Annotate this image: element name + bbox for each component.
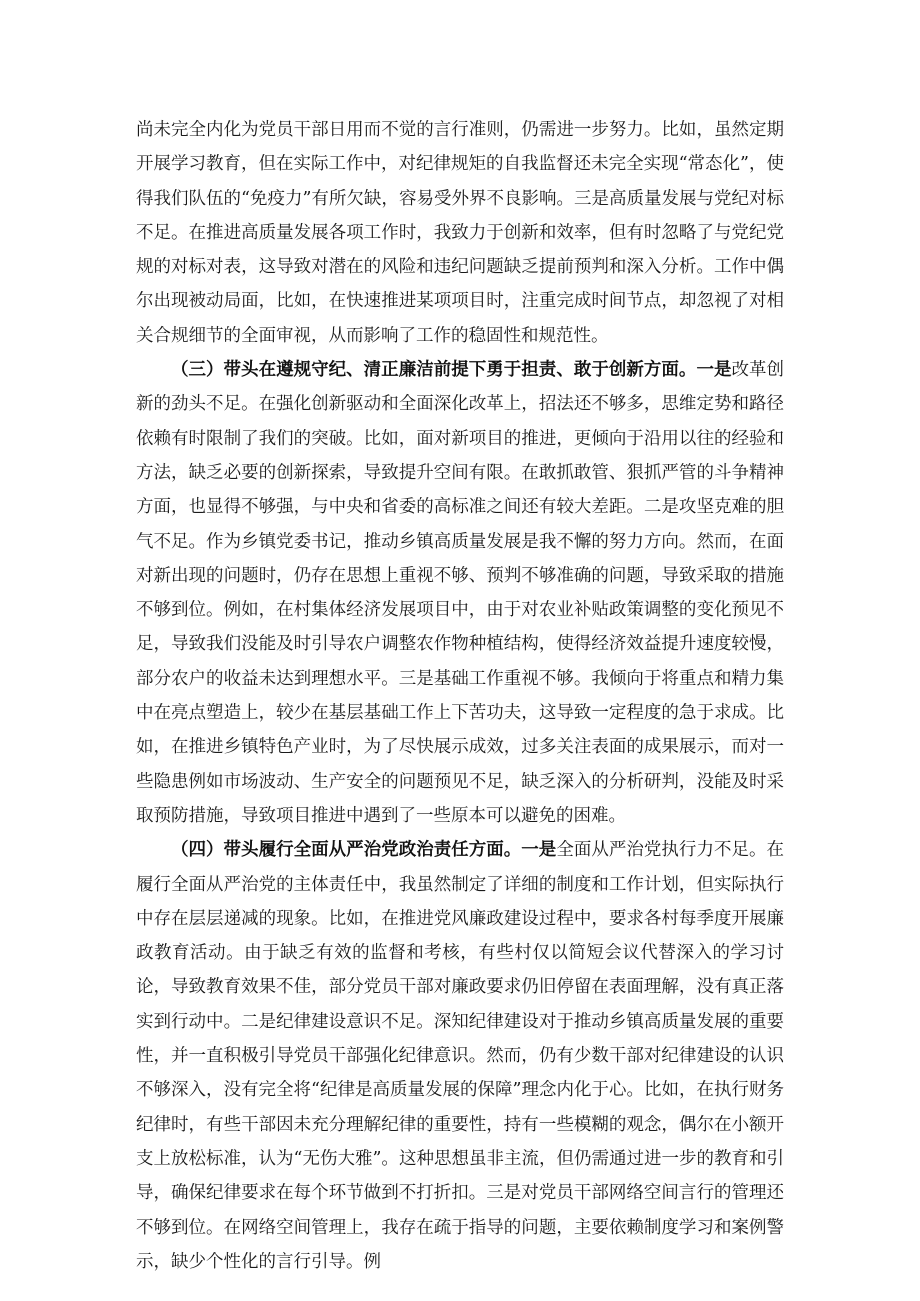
paragraph-text: 全面从严治党执行力不足。在履行全面从严治党的主体责任中，我虽然制定了详细的制度和工作计划，但实际执行中存在层层递减的现象。比如，在推进党风廉政建设过程中，要求各村每季度开展廉政教育活动。由于缺乏有效的监督和考核，有些村仅以简短会议代替深入的学习讨论，导致教育效果不佳，部分党员干部对廉政要求仍旧停留在表面理解，没有真正落实到行动中。二是纪律建设意识不足。深知纪律建设对于推动乡镇高质量发展的重要性，并一直积极引导党员干部强化纪律意识。然而，仍有少数干部对纪律建设的认识不够深入，没有完全将“纪律是高质量发展的保障”理念内化于心。比如，在执行财务纪律时，有些干部因未充分理解纪律的重要性，持有一些模糊的观念，偶尔在小额开支上放松标准，认为“无伤大雅”。这种思想虽非主流，但仍需通过进一步的教育和引导，确保纪律要求在每个环节做到不打折扣。三是对党员干部网络空间言行的管理还不够到位。在网络空间管理上，我存在疏于指导的问题，主要依赖制度学习和案例警示，缺少个性化的言行引导。例 — [136, 840, 785, 1272]
section-heading: （三）带头在遵规守纪、清正廉洁前提下勇于担责、敢于创新方面。 — [171, 360, 697, 381]
paragraph-text: 改革创新的劲头不足。在强化创新驱动和全面深化改革上，招法还不够多，思维定势和路径依赖有时限制了我们的突破。比如，面对新项目的推进，更倾向于沿用以往的经验和方法，缺乏必要的创新探索，导致提升空间有限。在敢抓敢管、狠抓严管的斗争精神方面，也显得不够强，与中央和省委的高标准之间还有较大差距。二是攻坚克难的胆气不足。作为乡镇党委书记，推动乡镇高质量发展是我不懈的努力方向。然而，在面对新出现的问题时，仍存在思想上重视不够、预判不够准确的问题，导致采取的措施不够到位。例如，在村集体经济发展项目中，由于对农业补贴政策调整的变化预见不足，导致我们没能及时引导农户调整农作物种植结构，使得经济效益提升速度较慢，部分农户的收益未达到理想水平。三是基础工作重视不够。我倾向于将重点和精力集中在亮点塑造上，较少在基层基础工作上下苦功夫，这导致一定程度的急于求成。比如，在推进乡镇特色产业时，为了尽快展示成效，过多关注表面的成果展示，而对一些隐患例如市场波动、生产安全的问题预见不足，缺乏深入的分析研判，没能及时采取预防措施，导致项目推进中遇到了一些原本可以避免的困难。 — [136, 360, 785, 826]
paragraph-lead: 一是 — [696, 360, 732, 381]
paragraph-section-three — [136, 353, 784, 833]
document-body — [136, 113, 784, 1279]
paragraph-text: 尚未完全内化为党员干部日用而不觉的言行准则，仍需进一步努力。比如，虽然定期开展学习教育，但在实际工作中，对纪律规矩的自我监督还未完全实现“常态化”，使得我们队伍的“免疫力”有所欠缺，容易受外界不良影响。三是高质量发展与党纪对标不足。在推进高质量发展各项工作时，我致力于创新和效率，但有时忽略了与党纪党规的对标对表，这导致对潜在的风险和违纪问题缺乏提前预判和深入分析。工作中偶尔出现被动局面，比如，在快速推进某项项目时，注重完成时间节点，却忽视了对相关合规细节的全面审视，从而影响了工作的稳固性和规范性。 — [136, 120, 784, 346]
paragraph-continued — [136, 113, 784, 353]
paragraph-lead: 一是 — [521, 840, 557, 861]
paragraph-section-four — [136, 833, 784, 1279]
section-heading: （四）带头履行全面从严治党政治责任方面。 — [171, 840, 522, 861]
